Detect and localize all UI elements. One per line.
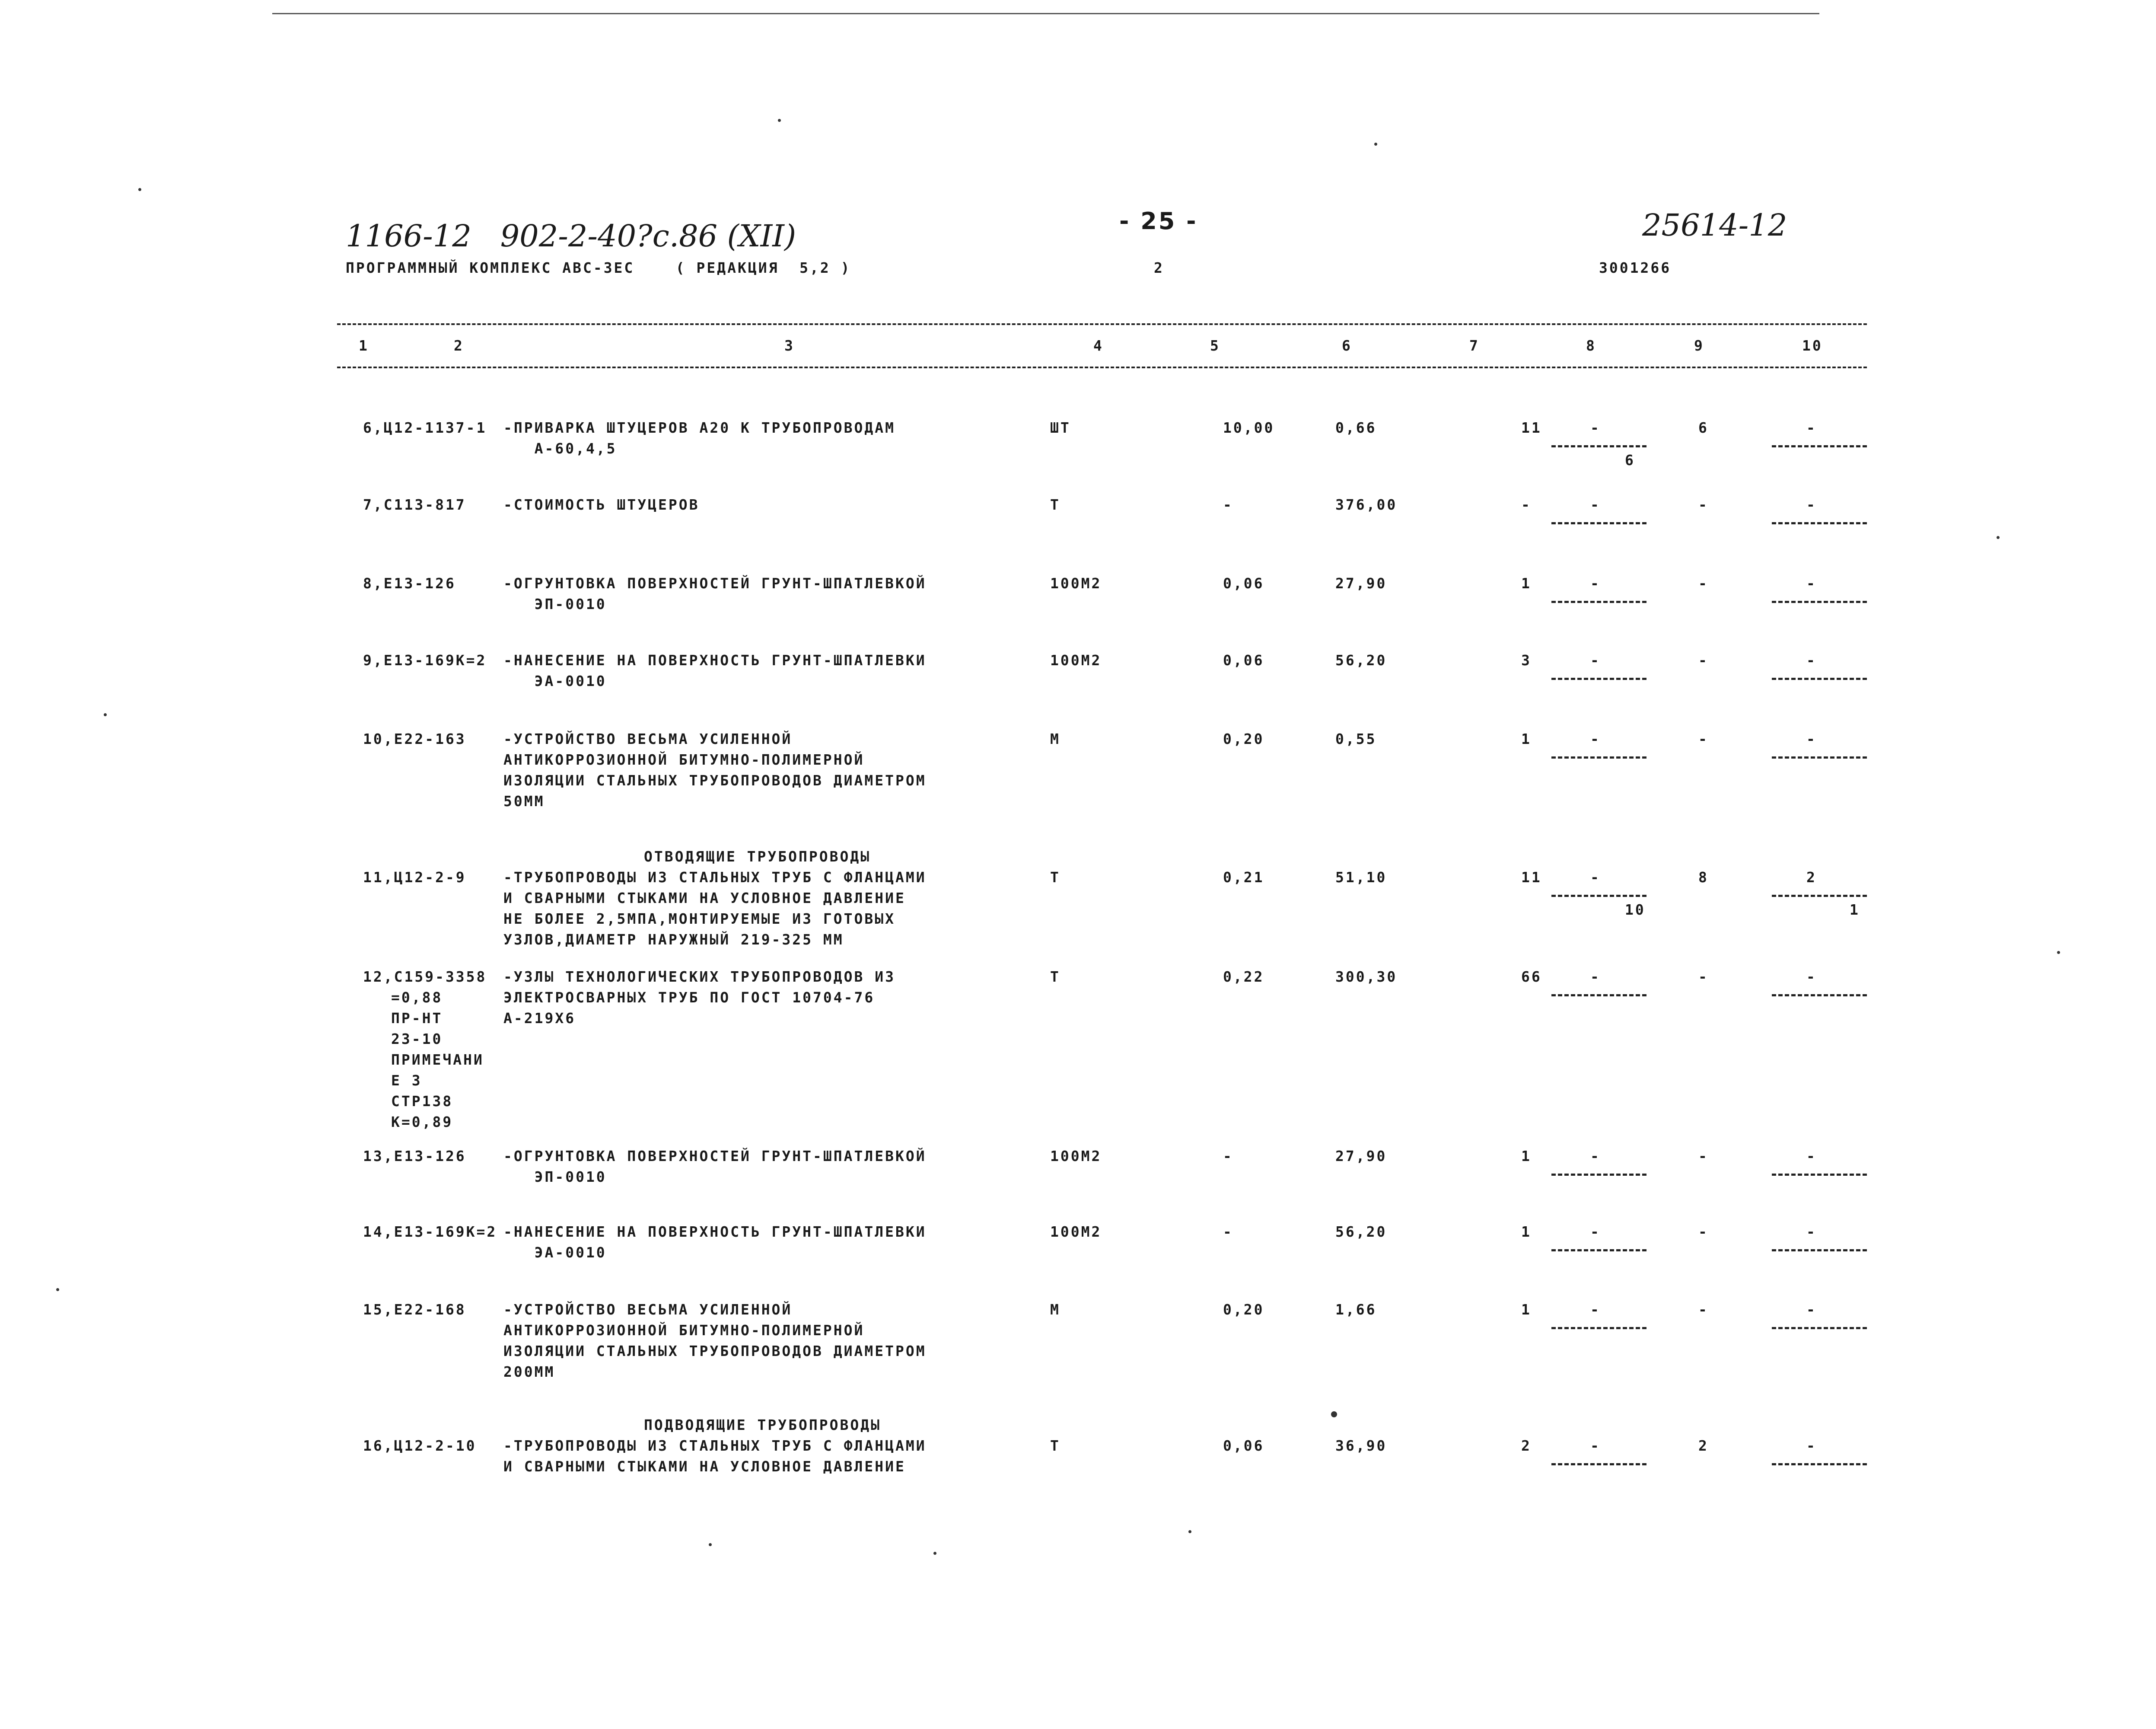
row-col10-top: - [1806, 419, 1817, 436]
row-description-line: И СВАРНЫМИ СТЫКАМИ НА УСЛОВНОЕ ДАВЛЕНИЕ [503, 1458, 906, 1475]
row-col10-top: - [1806, 496, 1817, 513]
row-unit: ШТ [1050, 419, 1071, 436]
col8-underline [1551, 1327, 1646, 1329]
row-description-line: -ПРИВАРКА ШТУЦЕРОВ А20 К ТРУБОПРОВОДАМ [503, 419, 895, 436]
row-col8-top: - [1590, 869, 1601, 886]
row-description-line: ИЗОЛЯЦИИ СТАЛЬНЫХ ТРУБОПРОВОДОВ ДИАМЕТРОМ [503, 772, 927, 789]
row-unit: 100М2 [1050, 1223, 1102, 1240]
row-number-code: 9,Е13-169К=2 [363, 652, 487, 669]
row-description-line: -УЗЛЫ ТЕХНОЛОГИЧЕСКИХ ТРУБОПРОВОДОВ ИЗ [503, 968, 895, 985]
row-code-note: СТР138 [391, 1093, 453, 1110]
row-quantity: - [1223, 496, 1233, 513]
program-title: ПРОГРАММНЫЙ КОМПЛЕКС АВС-3ЕС ( РЕДАКЦИЯ 5,2 ) [346, 259, 851, 276]
column-header: 7 [1469, 337, 1480, 354]
row-description-line: НЕ БОЛЕЕ 2,5МПА,МОНТИРУЕМЫЕ ИЗ ГОТОВЫХ [503, 910, 895, 927]
col10-underline [1772, 1174, 1867, 1176]
scan-speck [104, 713, 107, 716]
row-col10-top: - [1806, 731, 1817, 747]
row-unit-price: 56,20 [1335, 652, 1387, 669]
row-col8-top: - [1590, 968, 1601, 985]
column-header: 1 [359, 337, 369, 354]
scan-speck [933, 1552, 936, 1555]
scan-speck [778, 119, 781, 122]
section-heading: ОТВОДЯЩИЕ ТРУБОПРОВОДЫ [644, 848, 871, 865]
row-quantity: 0,20 [1223, 1301, 1264, 1318]
row-col7: 3 [1521, 652, 1532, 669]
row-col7: 1 [1521, 1223, 1532, 1240]
row-unit: Т [1050, 1437, 1060, 1454]
row-description-line: -ТРУБОПРОВОДЫ ИЗ СТАЛЬНЫХ ТРУБ С ФЛАНЦАМИ [503, 869, 927, 886]
page-number: - 25 - [1119, 207, 1198, 235]
col10-underline [1772, 1463, 1867, 1465]
row-col10-top: - [1806, 1437, 1817, 1454]
row-unit: М [1050, 1301, 1060, 1318]
row-description-line: -СТОИМОСТЬ ШТУЦЕРОВ [503, 496, 700, 513]
row-description-line: АНТИКОРРОЗИОННОЙ БИТУМНО-ПОЛИМЕРНОЙ [503, 751, 865, 768]
col10-underline [1772, 994, 1867, 996]
column-header: 3 [784, 337, 795, 354]
row-col8-bottom: 6 [1625, 452, 1635, 469]
column-header: 4 [1093, 337, 1104, 354]
scan-speck [1997, 536, 2000, 539]
row-col9: - [1698, 496, 1709, 513]
row-code-note: ПР-НТ [391, 1010, 443, 1027]
column-header: 10 [1802, 337, 1823, 354]
row-number-code: 15,Е22-168 [363, 1301, 466, 1318]
row-col8-top: - [1590, 1437, 1601, 1454]
row-unit-price: 1,66 [1335, 1301, 1377, 1318]
row-col9: - [1698, 968, 1709, 985]
row-col8-top: - [1590, 731, 1601, 747]
row-number-code: 7,С113-817 [363, 496, 466, 513]
header-rule-top [337, 323, 1867, 325]
row-unit-price: 0,55 [1335, 731, 1377, 747]
col8-underline [1551, 601, 1646, 603]
row-col8-top: - [1590, 1301, 1601, 1318]
row-col7: 1 [1521, 575, 1532, 592]
row-code-note: 23-10 [391, 1030, 443, 1047]
row-description-line: ЭП-0010 [503, 1168, 607, 1185]
row-unit-price: 376,00 [1335, 496, 1398, 513]
row-col10-top: - [1806, 652, 1817, 669]
row-description-line: УЗЛОВ,ДИАМЕТР НАРУЖНЫЙ 219-325 ММ [503, 931, 844, 948]
row-col9: - [1698, 1301, 1709, 1318]
row-code-note: =0,88 [391, 989, 443, 1006]
row-col10-top: - [1806, 1148, 1817, 1164]
column-header: 5 [1210, 337, 1220, 354]
col8-underline [1551, 756, 1646, 759]
row-description-line: -НАНЕСЕНИЕ НА ПОВЕРХНОСТЬ ГРУНТ-ШПАТЛЕВКИ [503, 652, 927, 669]
row-col10-bottom: 1 [1850, 901, 1860, 918]
scan-speck [1188, 1530, 1191, 1533]
row-description-line: -НАНЕСЕНИЕ НА ПОВЕРХНОСТЬ ГРУНТ-ШПАТЛЕВКИ [503, 1223, 927, 1240]
row-quantity: 0,06 [1223, 1437, 1264, 1454]
scan-speck [2057, 951, 2060, 954]
col10-underline [1772, 756, 1867, 759]
row-number-code: 10,Е22-163 [363, 731, 466, 747]
row-unit-price: 51,10 [1335, 869, 1387, 886]
row-col9: - [1698, 1223, 1709, 1240]
scan-speck [138, 188, 141, 191]
row-col8-top: - [1590, 496, 1601, 513]
row-col7: 11 [1521, 869, 1542, 886]
row-number-code: 16,Ц12-2-10 [363, 1437, 477, 1454]
col10-underline [1772, 678, 1867, 680]
row-description-line: -ОГРУНТОВКА ПОВЕРХНОСТЕЙ ГРУНТ-ШПАТЛЕВКОЙ [503, 1148, 927, 1164]
row-unit: 100М2 [1050, 575, 1102, 592]
row-col8-top: - [1590, 1148, 1601, 1164]
col10-underline [1772, 445, 1867, 447]
row-unit: Т [1050, 496, 1060, 513]
row-quantity: 10,00 [1223, 419, 1275, 436]
row-col10-top: 2 [1806, 869, 1817, 886]
col8-underline [1551, 1463, 1646, 1465]
row-quantity: 0,06 [1223, 652, 1264, 669]
row-description-line: ЭЛЕКТРОСВАРНЫХ ТРУБ ПО ГОСТ 10704-76 [503, 989, 875, 1006]
col10-underline [1772, 601, 1867, 603]
top-border-line [272, 13, 1819, 14]
row-description-line: 50ММ [503, 793, 545, 810]
row-code-note: ПРИМЕЧАНИ [391, 1051, 484, 1068]
row-col7: 2 [1521, 1437, 1532, 1454]
row-col8-top: - [1590, 1223, 1601, 1240]
column-header: 9 [1694, 337, 1704, 354]
row-col9: - [1698, 652, 1709, 669]
row-quantity: 0,21 [1223, 869, 1264, 886]
row-number-code: 8,Е13-126 [363, 575, 456, 592]
row-description-line: А-219Х6 [503, 1010, 576, 1027]
row-quantity: 0,06 [1223, 575, 1264, 592]
row-description-line: 200ММ [503, 1363, 555, 1380]
row-description-line: -ОГРУНТОВКА ПОВЕРХНОСТЕЙ ГРУНТ-ШПАТЛЕВКОЙ [503, 575, 927, 592]
row-description-line: ЭА-0010 [503, 673, 607, 689]
row-col8-top: - [1590, 575, 1601, 592]
row-col8-top: - [1590, 419, 1601, 436]
row-col9: 8 [1698, 869, 1709, 886]
row-unit-price: 0,66 [1335, 419, 1377, 436]
col10-underline [1772, 522, 1867, 524]
row-quantity: - [1223, 1223, 1233, 1240]
row-description-line: ЭП-0010 [503, 596, 607, 612]
row-col9: 6 [1698, 419, 1709, 436]
row-col9: - [1698, 1148, 1709, 1164]
row-unit-price: 300,30 [1335, 968, 1398, 985]
document-number: 3001266 [1599, 259, 1672, 276]
row-number-code: 12,С159-3358 [363, 968, 487, 985]
col10-underline [1772, 1327, 1867, 1329]
row-number-code: 11,Ц12-2-9 [363, 869, 466, 886]
row-quantity: - [1223, 1148, 1233, 1164]
row-unit-price: 36,90 [1335, 1437, 1387, 1454]
row-number-code: 13,Е13-126 [363, 1148, 466, 1164]
row-unit-price: 27,90 [1335, 575, 1387, 592]
scan-speck [56, 1288, 59, 1291]
scan-speck [1331, 1411, 1337, 1417]
header-rule-bottom [337, 367, 1867, 368]
row-col10-top: - [1806, 1301, 1817, 1318]
row-col9: - [1698, 575, 1709, 592]
row-col7: - [1521, 496, 1532, 513]
row-description-line: А-60,4,5 [503, 440, 617, 457]
row-unit: Т [1050, 968, 1060, 985]
row-col10-top: - [1806, 575, 1817, 592]
row-description-line: И СВАРНЫМИ СТЫКАМИ НА УСЛОВНОЕ ДАВЛЕНИЕ [503, 890, 906, 906]
row-number-code: 14,Е13-169К=2 [363, 1223, 497, 1240]
row-col7: 1 [1521, 1148, 1532, 1164]
row-col10-top: - [1806, 968, 1817, 985]
col8-underline [1551, 1174, 1646, 1176]
col10-underline [1772, 895, 1867, 897]
column-header: 8 [1586, 337, 1596, 354]
row-unit: М [1050, 731, 1060, 747]
row-quantity: 0,20 [1223, 731, 1264, 747]
col8-underline [1551, 678, 1646, 680]
column-header: 2 [454, 337, 464, 354]
col8-underline [1551, 445, 1646, 447]
row-col10-top: - [1806, 1223, 1817, 1240]
row-code-note: Е 3 [391, 1072, 422, 1089]
col8-underline [1551, 1249, 1646, 1251]
row-quantity: 0,22 [1223, 968, 1264, 985]
col8-underline [1551, 895, 1646, 897]
row-description-line: ИЗОЛЯЦИИ СТАЛЬНЫХ ТРУБОПРОВОДОВ ДИАМЕТРОМ [503, 1343, 927, 1359]
row-unit: 100М2 [1050, 652, 1102, 669]
row-col7: 66 [1521, 968, 1542, 985]
scan-speck [1374, 143, 1377, 146]
section-heading: ПОДВОДЯЩИЕ ТРУБОПРОВОДЫ [644, 1416, 881, 1433]
row-unit-price: 56,20 [1335, 1223, 1387, 1240]
row-unit: Т [1050, 869, 1060, 886]
col8-underline [1551, 994, 1646, 996]
row-col9: - [1698, 731, 1709, 747]
row-description-line: АНТИКОРРОЗИОННОЙ БИТУМНО-ПОЛИМЕРНОЙ [503, 1322, 865, 1339]
row-col8-bottom: 10 [1625, 901, 1646, 918]
column-header: 6 [1342, 337, 1352, 354]
col10-underline [1772, 1249, 1867, 1251]
row-col9: 2 [1698, 1437, 1709, 1454]
row-col8-top: - [1590, 652, 1601, 669]
col8-underline [1551, 522, 1646, 524]
row-description-line: -УСТРОЙСТВО ВЕСЬМА УСИЛЕННОЙ [503, 1301, 793, 1318]
row-unit-price: 27,90 [1335, 1148, 1387, 1164]
row-unit: 100М2 [1050, 1148, 1102, 1164]
row-col7: 11 [1521, 419, 1542, 436]
row-number-code: 6,Ц12-1137-1 [363, 419, 487, 436]
handwritten-reference-right: 25614-12 [1642, 207, 1787, 243]
row-description-line: -УСТРОЙСТВО ВЕСЬМА УСИЛЕННОЙ [503, 731, 793, 747]
row-code-note: К=0,89 [391, 1113, 453, 1130]
program-code: 2 [1154, 259, 1164, 276]
row-description-line: ЭА-0010 [503, 1244, 607, 1261]
row-description-line: -ТРУБОПРОВОДЫ ИЗ СТАЛЬНЫХ ТРУБ С ФЛАНЦАМИ [503, 1437, 927, 1454]
row-col7: 1 [1521, 731, 1532, 747]
row-col7: 1 [1521, 1301, 1532, 1318]
handwritten-reference-left: 1166-12 902-2-40?c.86 (XII) [346, 218, 796, 254]
scan-speck [709, 1543, 712, 1546]
